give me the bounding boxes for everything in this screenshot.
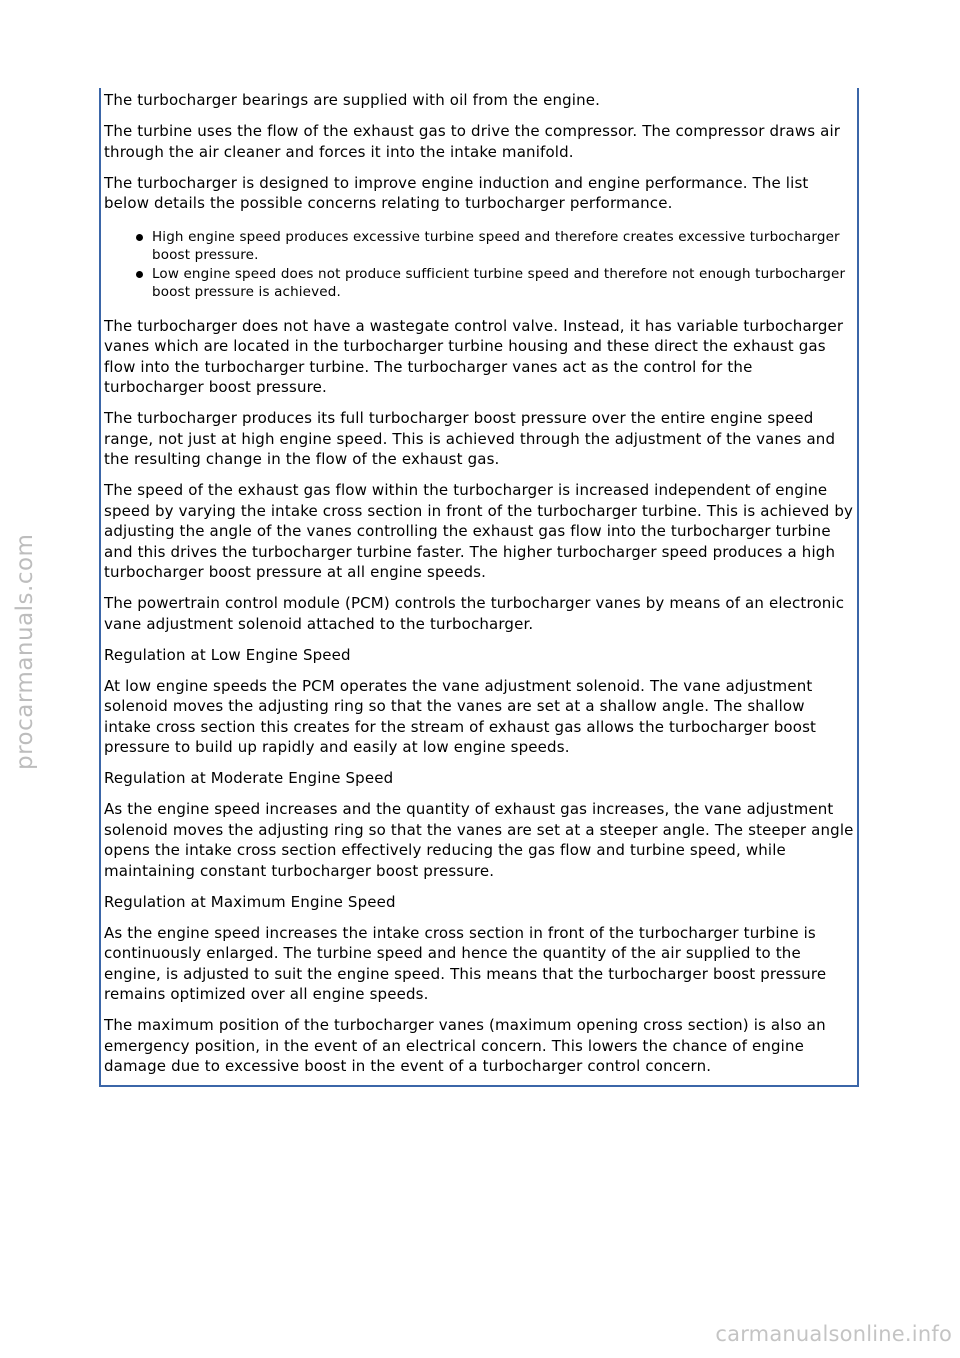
bullet-icon (136, 234, 143, 241)
paragraph-design: The turbocharger is designed to improve engine induction and engine performance. The list below details the possible concerns relating to turbocharger performance. (104, 173, 809, 212)
paragraph-gas-flow-speed: The speed of the exhaust gas flow within the turbocharger is increased independent of engine speed by varying the intake cross section in front of the turbocharger turbine. This is achieved by adjusting the angle of the vanes controlling the exhaust gas flow into the turbocharger turbine and this drives the turbocharger turbine faster. The higher turbocharger speed produces a high turbocharger boost pressure at all engine speeds. (104, 481, 854, 581)
list-item (152, 265, 856, 302)
paragraph-emergency-position: The maximum position of the turbocharger vanes (maximum opening cross section) is also an emergency position, in the event of an electrical concern. This lowers the chance of engine damage due to excessive boost in the event of a turbocharger control concern. (104, 1016, 826, 1075)
bullet-icon (136, 271, 143, 278)
section-body-maximum: As the engine speed increases the intake cross section in front of the turbocharger turbine is continuously enlarged. The turbine speed and hence the quantity of the air supplied to the engine, is adjusted to suit the engine speed. This means that the turbocharger boost pressure remains optimized over all engine speeds. (104, 923, 827, 1003)
paragraph-pcm: The powertrain control module (PCM) controls the turbocharger vanes by means of an electronic vane adjustment solenoid attached to the turbocharger. (104, 594, 845, 633)
section-heading-maximum: Regulation at Maximum Engine Speed (104, 892, 396, 911)
paragraph-full-boost: The turbocharger produces its full turbocharger boost pressure over the entire engine speed range, not just at high engine speed. This is achieved through the adjustment of the vanes and the resulting change in the flow of the exhaust gas. (104, 409, 836, 468)
list-item (152, 228, 856, 265)
concerns-list (104, 228, 856, 302)
section-body-low: At low engine speeds the PCM operates the vane adjustment solenoid. The vane adjustment solenoid moves the adjusting ring so that the vanes are set at a shallow angle. The shallow intake cross section this creates for the stream of exhaust gas allows the turbocharger boost pressure to build up rapidly and easily at low engine speeds. (104, 676, 817, 756)
paragraph-turbine: The turbine uses the flow of the exhaust gas to drive the compressor. The compressor draws air through the air cleaner and forces it into the intake manifold. (104, 122, 841, 161)
paragraph-bearings: The turbocharger bearings are supplied with oil from the engine. (104, 91, 601, 109)
section-heading-moderate: Regulation at Moderate Engine Speed (104, 769, 394, 787)
list-item-text: High engine speed produces excessive turbine speed and therefore creates excessive turbocharger boost pressure. (152, 228, 840, 263)
document-body (104, 90, 856, 1087)
section-heading-low: Regulation at Low Engine Speed (104, 645, 351, 664)
bottom-watermark: carmanualsonline.info (715, 1322, 952, 1346)
side-watermark: procarmanuals.com (12, 533, 38, 770)
section-body-moderate: As the engine speed increases and the quantity of exhaust gas increases, the vane adjustment solenoid moves the adjusting ring so that the vanes are set at a steeper angle. The steeper angle opens the intake cross section effectively reducing the gas flow and turbine speed, while maintaining constant turbocharger boost pressure. (104, 800, 854, 880)
paragraph-wastegate: The turbocharger does not have a wastegate control valve. Instead, it has variable turbocharger vanes which are located in the turbocharger turbine housing and these direct the exhaust gas flow into the turbocharger turbine. The turbocharger vanes act as the control for the turbocharger boost pressure. (104, 316, 844, 396)
list-item-text: Low engine speed does not produce sufficient turbine speed and therefore not enough turbocharger boost pressure is achieved. (152, 265, 846, 300)
